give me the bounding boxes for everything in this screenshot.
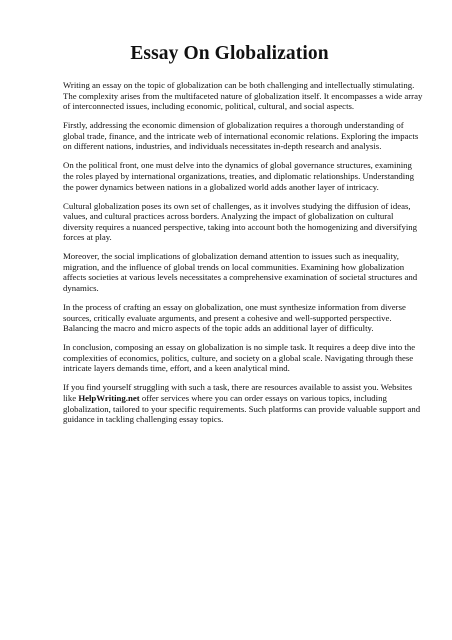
paragraph-social: Moreover, the social implications of globalization demand attention to issues such as inequality, migration, and the influence of global trends on local communities. Examining how globalization affects societies at various levels necessitates a comprehensive examination of societal structures and dynamics.: [63, 251, 418, 294]
paragraph-closing: [63, 382, 424, 424]
paragraph-economic: Firstly, addressing the economic dimension of globalization requires a thorough understanding of global trade, finance, and the intricate web of international economic relations. Exploring the impacts on different nations, industries, and individuals necessitates in-depth research and analysis.: [63, 120, 419, 152]
brand-name: HelpWriting.net: [78, 392, 140, 403]
closing-text-before: If you find yourself struggling with such a task, there are resources available to assist you. Websites like: [63, 382, 413, 403]
paragraph-process: In the process of crafting an essay on globalization, one must synthesize information from diverse sources, critically evaluate arguments, and present a cohesive and well-supported perspective. Balancing the macro and micro aspects of the topic adds an additional layer of difficulty.: [63, 302, 406, 334]
paragraph-political: On the political front, one must delve into the dynamics of global governance structures, examining the roles played by international organizations, treaties, and diplomatic relationships. Understanding the power dynamics between nations in a globalized world adds another layer of intricacy.: [63, 160, 414, 192]
paragraph-intro: Writing an essay on the topic of globalization can be both challenging and intellectually stimulating. The complexity arises from the multifaceted nature of globalization itself. It encompasses a wide array of interconnected issues, including economic, political, cultural, and social aspects.: [63, 80, 423, 112]
paragraph-conclusion: In conclusion, composing an essay on globalization is no simple task. It requires a deep dive into the complexities of economics, politics, culture, and society on a global scale. Navigating through these intricate layers demands time, effort, and a keen analytical mind.: [63, 342, 416, 374]
paragraph-cultural: Cultural globalization poses its own set of challenges, as it involves studying the diffusion of ideas, values, and cultural practices across borders. Analyzing the impact of globalization on cultural diversity requires a nuanced perspective, taking into account both the homogenizing and diversifying forces at play.: [63, 200, 418, 243]
document-title: Essay On Globalization: [130, 43, 329, 64]
closing-text-after: offer services where you can order essays on various topics, including globalization, tailored to your specific requirements. Such platforms can provide valuable support and guidance in tackling challenging essay topics.: [63, 392, 421, 425]
